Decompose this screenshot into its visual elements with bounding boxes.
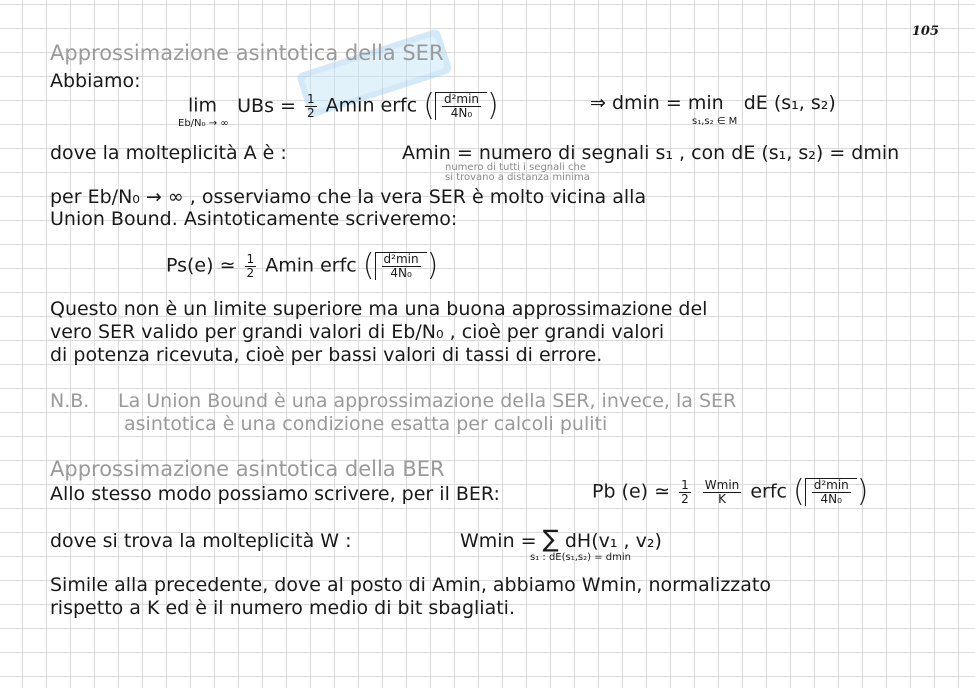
sqrt-term: $\frac{\text{d²min}}{\text{4N₀}}$ — [435, 92, 487, 120]
half-fraction: $\frac{1}{2}$ — [306, 91, 315, 120]
nb-line1: La Union Bound è una approssimazione della SER, invece, la SER — [118, 390, 737, 412]
sum-subscript: s₁ : dE(s₁,s₂) = dmin — [530, 552, 631, 563]
page-number: 105 — [911, 24, 939, 39]
para2-line2: rispetto a K ed è il numero medio di bit sbagliati. — [50, 597, 515, 619]
pb-lhs: Pb (e) ≃ — [592, 480, 671, 503]
line-per: per Eb/N₀ → ∞ , osserviamo che la vera SER è molto vicina alla — [50, 186, 647, 208]
wmin-over-k: $\frac{Wmin}{K}$ — [704, 477, 740, 506]
nb-line2: asintotica è una condizione esatta per calcoli puliti — [124, 413, 608, 435]
ps-rhs: Amin erfc — [265, 254, 357, 277]
line-allo: Allo stesso modo possiamo scrivere, per il BER: — [50, 483, 500, 505]
distance-term: dE (s₁, s₂) — [743, 92, 836, 114]
abbiamo-label: Abbiamo: — [50, 70, 141, 92]
min-subscript: s₁,s₂ ∈ M — [692, 116, 738, 127]
eq-pb: Pb (e) ≃ $\frac{1}{2}$ $\frac{Wmin}{K}$ erfc ( $\frac{\text{d²min}}{\text{4N₀}}$ ) — [592, 474, 869, 509]
nb-label: N.B. — [50, 390, 90, 412]
eq-wmin — [460, 525, 662, 553]
ub-symbol: UBs = — [237, 94, 296, 117]
eq-ps: Ps(e) ≃ $\frac{1}{2}$ Amin erfc ( $\frac{\text{d²min}}{\text{4N₀}}$ ) — [166, 248, 439, 283]
eq-dmin — [590, 92, 836, 114]
para1-line1: Questo non è un limite superiore ma una buona approssimazione del — [50, 298, 708, 320]
ps-lhs: Ps(e) ≃ — [166, 254, 236, 277]
amin-erfc: Amin erfc — [325, 94, 418, 117]
lim-symbol: lim — [188, 94, 218, 117]
dmin-def: ⇒ dmin = min — [590, 92, 724, 114]
section-title-ser: Approssimazione asintotica della SER — [50, 41, 444, 65]
line-molteplicita: dove si trova la molteplicità W : — [50, 530, 352, 552]
half-fraction-2: $\frac{1}{2}$ — [246, 251, 255, 280]
lim-subscript: Eb/N₀ → ∞ — [178, 118, 229, 129]
sum-symbol: ∑ — [542, 525, 559, 553]
amin-definition: Amin = numero di segnali s₁ , con dE (s₁, s₂) = dmin — [402, 142, 900, 164]
para2-line1: Simile alla precedente, dove al posto di Amin, abbiamo Wmin, normalizzato — [50, 574, 771, 596]
hamming-distance: dH(v₁ , v₂) — [564, 530, 662, 552]
line-union: Union Bound. Asintoticamente scriveremo: — [50, 208, 458, 230]
section-title-ber: Approssimazione asintotica della BER — [50, 457, 445, 481]
eq-ser-limit: lim UBs = $\frac{1}{2}$ Amin erfc ( $\frac{\text{d²min}}{\text{4N₀}}$ ) — [188, 88, 499, 123]
pb-erfc: erfc — [750, 480, 787, 503]
para1-line3: di potenza ricevuta, cioè per bassi valori di tassi di errore. — [50, 344, 603, 366]
note-line-2: si trovano a distanza minima — [445, 172, 590, 183]
note-line-1: numero di tutti i segnali che — [445, 162, 586, 173]
wmin-lhs: Wmin = — [460, 530, 537, 552]
para1-line2: vero SER valido per grandi valori di Eb/N₀ , cioè per grandi valori — [50, 321, 665, 343]
line-dove: dove la molteplicità A è : — [50, 142, 287, 164]
